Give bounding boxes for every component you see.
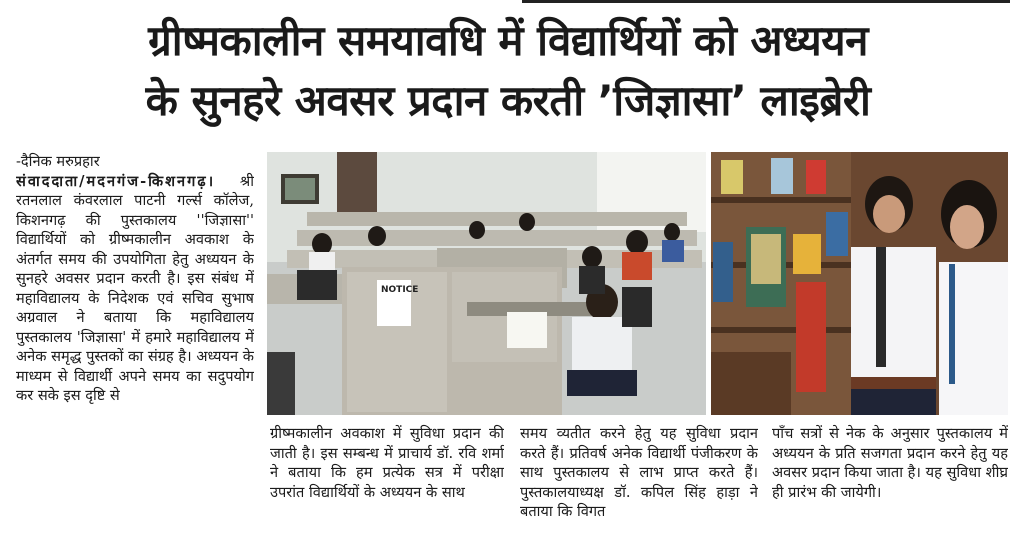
article-column-3: समय व्यतीत करने हेतु यह सुविधा प्रदान करते हैं। प्रतिवर्ष अनेक विद्यार्थी पंजीकरण के साथ पुस्तकालय से लाभ प्राप्त करते हैं। पुस्तकालयाध्यक्ष डॉ. कपिल सिंह हाड़ा ने बताया कि विगत [520,425,758,520]
article-text-1: श्री रतनलाल कंवरलाल पाटनी गर्ल्स कॉलेज, किशनगढ़ की पुस्तकालय ''जिज्ञासा'' विद्यार्थियों को ग्रीष्मकालीन अवकाश के अंतर्गत समय की उपयोगिता हेतु अध्ययन के सुनहरे अवसर प्रदान करती है। इस संबंध में महाविद्यालय के निदेशक एवं सचिव सुभाष अग्रवाल ने बताया कि महाविद्यालय पुस्तकालय 'जिज्ञासा' में हमारे महाविद्यालय में अनेक समृद्ध पुस्तकों का संग्रह है। अध्ययन के माध्यम से विद्यार्थी अपने समय का सदुपयोग कर सके इस दृष्टि से [16,172,254,404]
library-reading-room-photo [267,152,706,415]
byline: संवाददाता/मदनगंज-किशनगढ़। [16,172,216,190]
article-column-1 [16,152,254,556]
article-column-2: ग्रीष्मकालीन अवकाश में सुविधा प्रदान की जाती है। इस सम्बन्ध में प्राचार्य डॉ. रवि शर्मा ने बताया कि हम प्रत्येक सत्र में परीक्षा उपरांत विद्यार्थियों के अध्ययन के साथ [270,425,504,501]
students-bookshelf-photo [711,152,1008,415]
article-column-4: पाँच सत्रों से नेक के अनुसार पुस्तकालय में अध्ययन के प्रति सजगता प्रदान करने हेतु यह अवसर प्रदान किया जाता है। यह सुविधा शीघ्र ही प्रारंभ की जायेगी। [772,425,1008,501]
source-credit: -दैनिक मरुप्रहार [16,153,100,170]
headline-line-2: के सुनहरे अवसर प्रदान करती ’जिज्ञासा’ लाइब्रेरी [145,76,871,125]
notice-sign: NOTICE [381,285,419,295]
headline-line-1: ग्रीष्मकालीन समयावधि में विद्यार्थियों को अध्ययन [148,16,868,65]
top-rule [522,0,1010,3]
